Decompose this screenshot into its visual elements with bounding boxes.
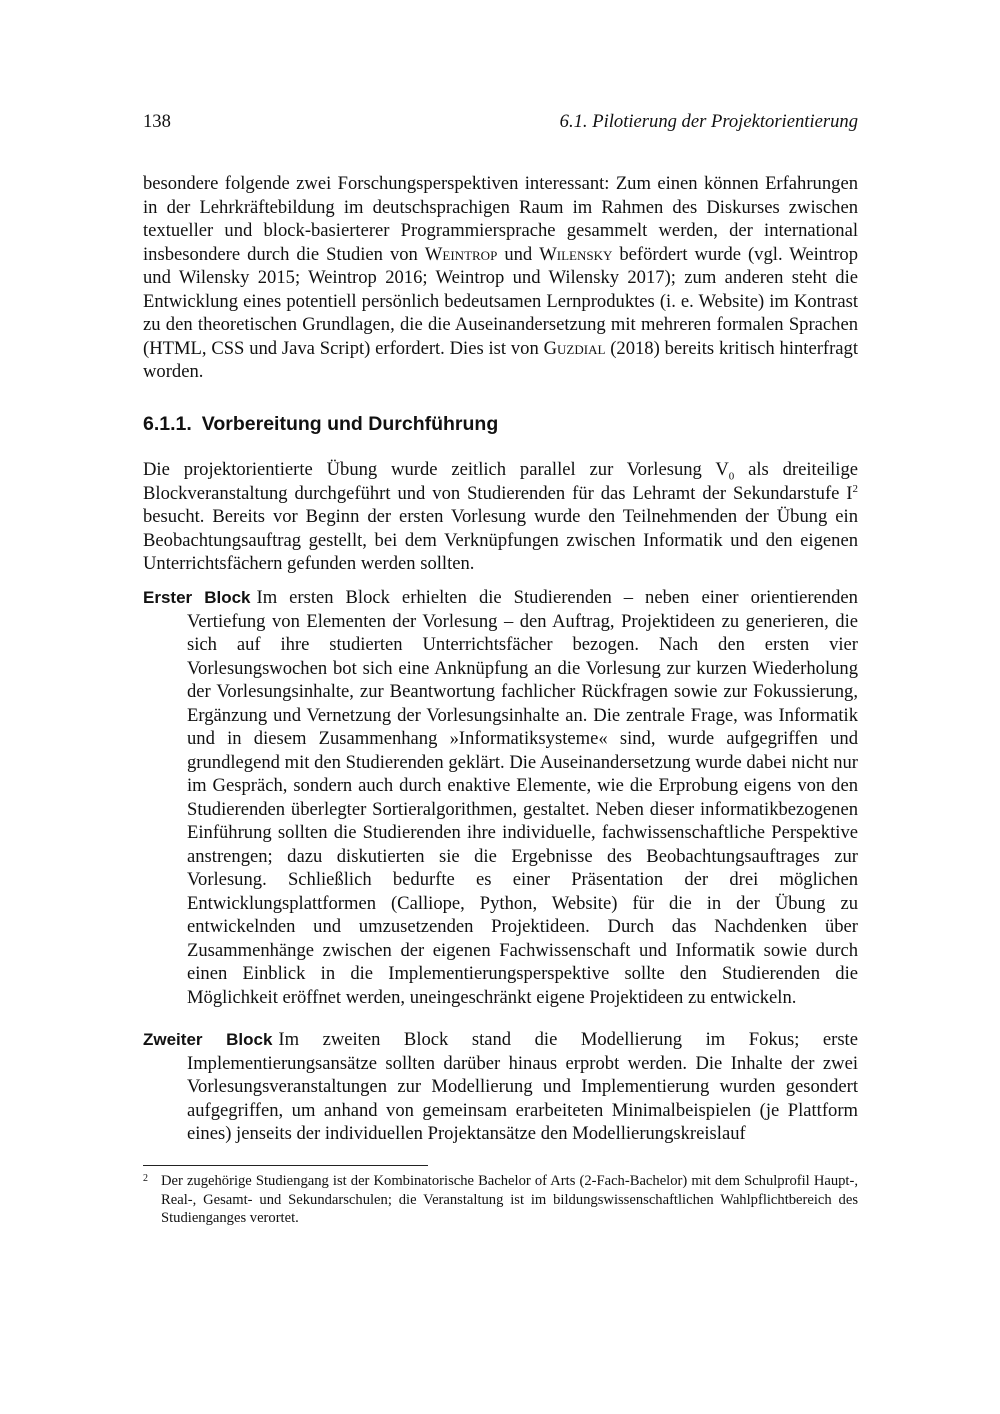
overview-text-2: als dreiteilige Blockveranstaltung durchgeführt und von Studierenden für das Lehramt der Sekundarstufe I xyxy=(143,459,858,504)
footnote xyxy=(143,1172,858,1228)
section-title: Vorbereitung und Durchführung xyxy=(201,413,499,435)
footnote-divider xyxy=(143,1165,428,1166)
author-name-guzdial: Guzdial xyxy=(543,337,606,359)
intro-paragraph xyxy=(143,172,858,384)
description-item-second-block xyxy=(143,1028,858,1146)
description-term: Zweiter Block xyxy=(143,1030,273,1049)
description-text: Im ersten Block erhielten die Studierenden – neben einer orientierenden Vertiefung von Elementen der Vorlesung – den Auftrag, Projektideen zu generieren, die sich auf ihre studierten Unterrichtsfächer bezogen. Nach den ersten vier Vorlesungswochen bot sich eine Anknüpfung an die Vorlesung zur kurzen Wiederholung der Vorlesungsinhalte, zur Beantwortung fachlicher Rückfragen sowie zur Fokussierung, Ergänzung und Vernetzung der Vorlesungsinhalte an. Die zentrale Frage, was Informatik und in diesem Zusammenhang »Informatiksysteme« sind, wurde aufgegriffen und grundlegend mit den Studierenden geklärt. Die Auseinandersetzung wurde dabei nicht nur im Gespräch, sondern auch durch enaktive Elemente, wie die Erprobung eigens von den Studierenden überlegter Sortieralgorithmen, gestaltet. Neben dieser informatikbezogenen Einführung sollten die Studierenden ihre individuelle, fachwissenschaftliche Perspektive anstrengen; dazu diskutierten sie die Ergebnisse des Beobachtungsauftrages zur Vorlesung. Schließlich bedurfte es einer Präsentation der drei möglichen Entwicklungsplattformen (Calliope, Python, Website) für die in der Übung zu entwickelnden und umzusetzenden Projektideen. Durch das Nachdenken über Zusammenhänge zwischen der eigenen Fachwissenschaft und Informatik sowie durch einen Einblick in die Implementierungsperspektive sollte den Studierenden die Möglichkeit eröffnet werden, uneingeschränkt eigene Projektideen zu entwickeln. xyxy=(187,587,858,1008)
footnote-text: Der zugehörige Studiengang ist der Kombinatorische Bachelor of Arts (2-Fach-Bachelor) mit dem Schulprofil Haupt-, Real-, Gesamt- und Sekundarschulen; die Veranstaltung ist im bildungswissenschaftlichen Wahlpflichtbereich des Studienganges verortet. xyxy=(161,1173,858,1226)
footnote-mark: 2 xyxy=(143,1173,148,1184)
description-text: Im zweiten Block stand die Modellierung im Fokus; erste Implementierungsansätze sollten darüber hinaus erprobt werden. Die Inhalte der zwei Vorlesungsveranstaltungen zur Modellierung und Implementierung wurden gesondert aufgegriffen, um anhand von gemeinsam erarbeiteten Minimalbeispielen (je Plattform eines) jenseits der individuellen Projektansätze den Modellierungskreislauf xyxy=(187,1029,858,1144)
page-number: 138 xyxy=(143,111,171,132)
running-header xyxy=(143,110,858,134)
description-term: Erster Block xyxy=(143,588,251,607)
intro-text-3: (2018) bereits kritisch hinterfragt worden. xyxy=(143,337,858,382)
author-name-weintrop: Weintrop xyxy=(424,243,498,265)
overview-text-1: Die projektorientierte Übung wurde zeitlich parallel zur Vorlesung V xyxy=(143,459,729,480)
running-title: 6.1. Pilotierung der Projektorientierung xyxy=(559,111,858,132)
section-heading xyxy=(143,412,498,436)
overview-text-3: besucht. Bereits vor Beginn der ersten Vorlesung wurde den Teilnehmenden der Übung ein Beobachtungsauftrag gestellt, bei dem Verknüpfungen zwischen Informatik und den eigenen Unterrichtsfächern gefunden werden sollten. xyxy=(143,506,858,574)
intro-text-1: besondere folgende zwei Forschungsperspektiven interessant: Zum einen können Erfahrungen in der Lehrkräftebildung im deutschsprachigen Raum im Rahmen des Diskurses zwischen textueller und block-basierterer Programmiersprache gesammelt werden, der international insbesondere durch die Studien von xyxy=(143,173,858,265)
overview-paragraph xyxy=(143,458,858,576)
intro-text-2: befördert wurde (vgl. Weintrop und Wilensky 2015; Weintrop 2016; Weintrop und Wilensky 2017); zum anderen steht die Entwicklung eines potentiell persönlich bedeutsamen Lernproduktes (i. e. Website) im Kontrast zu den theoretischen Grundlagen, die die Auseinandersetzung mit mehreren formalen Sprachen (HTML, CSS und Java Script) erfordert. Dies ist von xyxy=(143,243,858,359)
footnote-reference: 2 xyxy=(852,482,858,495)
section-number: 6.1.1. xyxy=(143,413,192,435)
intro-and: und xyxy=(497,243,540,265)
author-name-wilensky: Wilensky xyxy=(539,243,613,265)
description-item-first-block xyxy=(143,586,858,1009)
subscript-zero: 0 xyxy=(728,470,735,483)
